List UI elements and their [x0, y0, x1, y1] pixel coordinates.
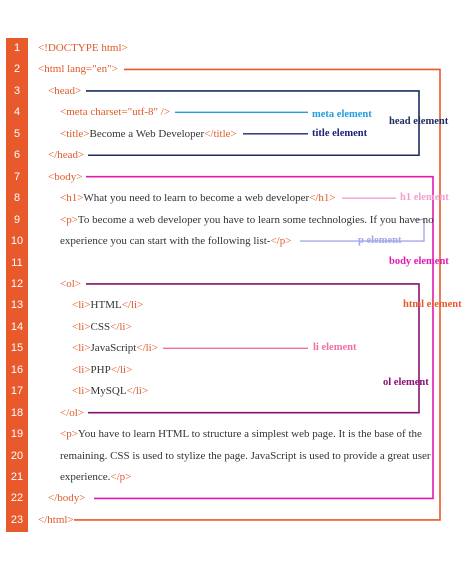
code-line — [60, 470, 131, 484]
line-number: 10 — [10, 235, 24, 248]
code-line — [60, 427, 422, 441]
code-line — [60, 105, 170, 119]
code-tag: <h1> — [60, 192, 84, 205]
code-line — [38, 513, 74, 527]
code-text: CSS — [90, 320, 111, 333]
code-text: experience you can start with the following list- — [60, 235, 271, 248]
code-tag: <head> — [48, 84, 82, 97]
code-text: To become a web developer you have to learn some technologies. If you have no — [77, 213, 434, 226]
code-tag: <ol> — [60, 277, 81, 290]
code-line — [72, 341, 158, 355]
head-element-label: head element — [389, 116, 449, 127]
code-tag: <li> — [72, 385, 91, 398]
code-tag: <li> — [72, 320, 91, 333]
code-tag: </html> — [38, 513, 74, 526]
code-line — [60, 127, 237, 141]
code-tag: </p> — [110, 471, 132, 483]
body-element-label: body element — [389, 256, 449, 267]
line-number: 4 — [13, 106, 21, 119]
code-tag: </li> — [126, 385, 149, 398]
code-tag: <meta charset="utf-8" /> — [60, 106, 171, 119]
code-line — [48, 491, 85, 505]
line-number: 8 — [13, 192, 21, 205]
line-number: 9 — [13, 213, 21, 226]
line-number: 19 — [10, 428, 24, 441]
line-number: 14 — [10, 320, 24, 333]
line-number: 5 — [13, 127, 21, 140]
title-element-label: title element — [312, 128, 368, 139]
code-tag: </body> — [48, 492, 86, 505]
code-line — [72, 384, 148, 398]
code-text: PHP — [90, 363, 111, 376]
code-line — [38, 41, 128, 55]
line-number: 20 — [10, 449, 24, 462]
line-number: 13 — [10, 299, 24, 312]
code-tag: </li> — [110, 363, 133, 376]
code-line — [48, 148, 84, 162]
code-tag: <!DOCTYPE html> — [38, 42, 128, 54]
code-line — [60, 213, 434, 227]
code-tag: <title> — [60, 127, 90, 140]
code-line — [60, 191, 336, 205]
line-number: 17 — [10, 385, 24, 398]
code-line — [72, 298, 143, 312]
line-number: 2 — [13, 63, 21, 76]
line-number: 15 — [10, 342, 24, 355]
code-tag: </p> — [270, 235, 292, 248]
line-number: 7 — [13, 170, 21, 183]
code-tag: </h1> — [309, 192, 336, 205]
line-number: 21 — [10, 471, 24, 483]
code-line — [72, 363, 132, 377]
code-tag: <body> — [48, 170, 83, 183]
code-line — [60, 277, 81, 291]
code-tag: </ol> — [60, 406, 85, 419]
code-line — [60, 449, 431, 463]
code-line — [48, 170, 82, 184]
line-number: 11 — [11, 256, 23, 269]
code-tag: </li> — [136, 342, 158, 355]
code-tag: <p> — [60, 428, 78, 441]
code-text: You have to learn HTML to structure a simplest web page. It is the base of the — [77, 428, 422, 441]
html-element-label: html element — [403, 299, 462, 310]
line-number: 18 — [10, 406, 24, 419]
code-line — [60, 406, 84, 420]
meta-element-label: meta element — [312, 109, 372, 120]
code-line — [60, 234, 291, 248]
code-text: What you need to learn to become a web developer — [83, 192, 310, 205]
code-line — [72, 320, 132, 334]
li-element-label: li element — [313, 342, 357, 353]
code-text: Become a Web Developer — [89, 127, 205, 140]
code-tag: <li> — [72, 299, 91, 312]
line-number: 1 — [13, 42, 21, 54]
code-tag: <html lang="en"> — [38, 63, 118, 76]
line-number: 23 — [10, 513, 24, 526]
code-line — [38, 62, 118, 76]
ol-element-label: ol element — [383, 377, 429, 388]
line-number: 22 — [10, 492, 24, 505]
code-text: MySQL — [90, 385, 127, 398]
code-text: experience. — [60, 471, 111, 483]
line-number: 12 — [10, 277, 24, 290]
code-text: HTML — [90, 299, 122, 312]
p-element-label: p element — [358, 235, 402, 246]
line-number: 6 — [13, 149, 21, 162]
code-line — [48, 84, 81, 98]
code-text: remaining. CSS is used to stylize the page. JavaScript is used to provide a great user — [60, 449, 431, 462]
line-number: 16 — [10, 363, 24, 376]
code-tag: <li> — [72, 342, 91, 355]
code-tag: </title> — [204, 127, 237, 140]
h1-element-label: h1 element — [400, 192, 449, 203]
code-tag: </head> — [48, 149, 85, 162]
code-tag: <p> — [60, 213, 78, 226]
code-text: JavaScript — [90, 342, 137, 355]
code-tag: <li> — [72, 363, 91, 376]
code-tag: </li> — [110, 320, 132, 333]
head-bracket-line — [86, 91, 419, 155]
line-number: 3 — [13, 84, 21, 97]
code-tag: </li> — [121, 299, 144, 312]
